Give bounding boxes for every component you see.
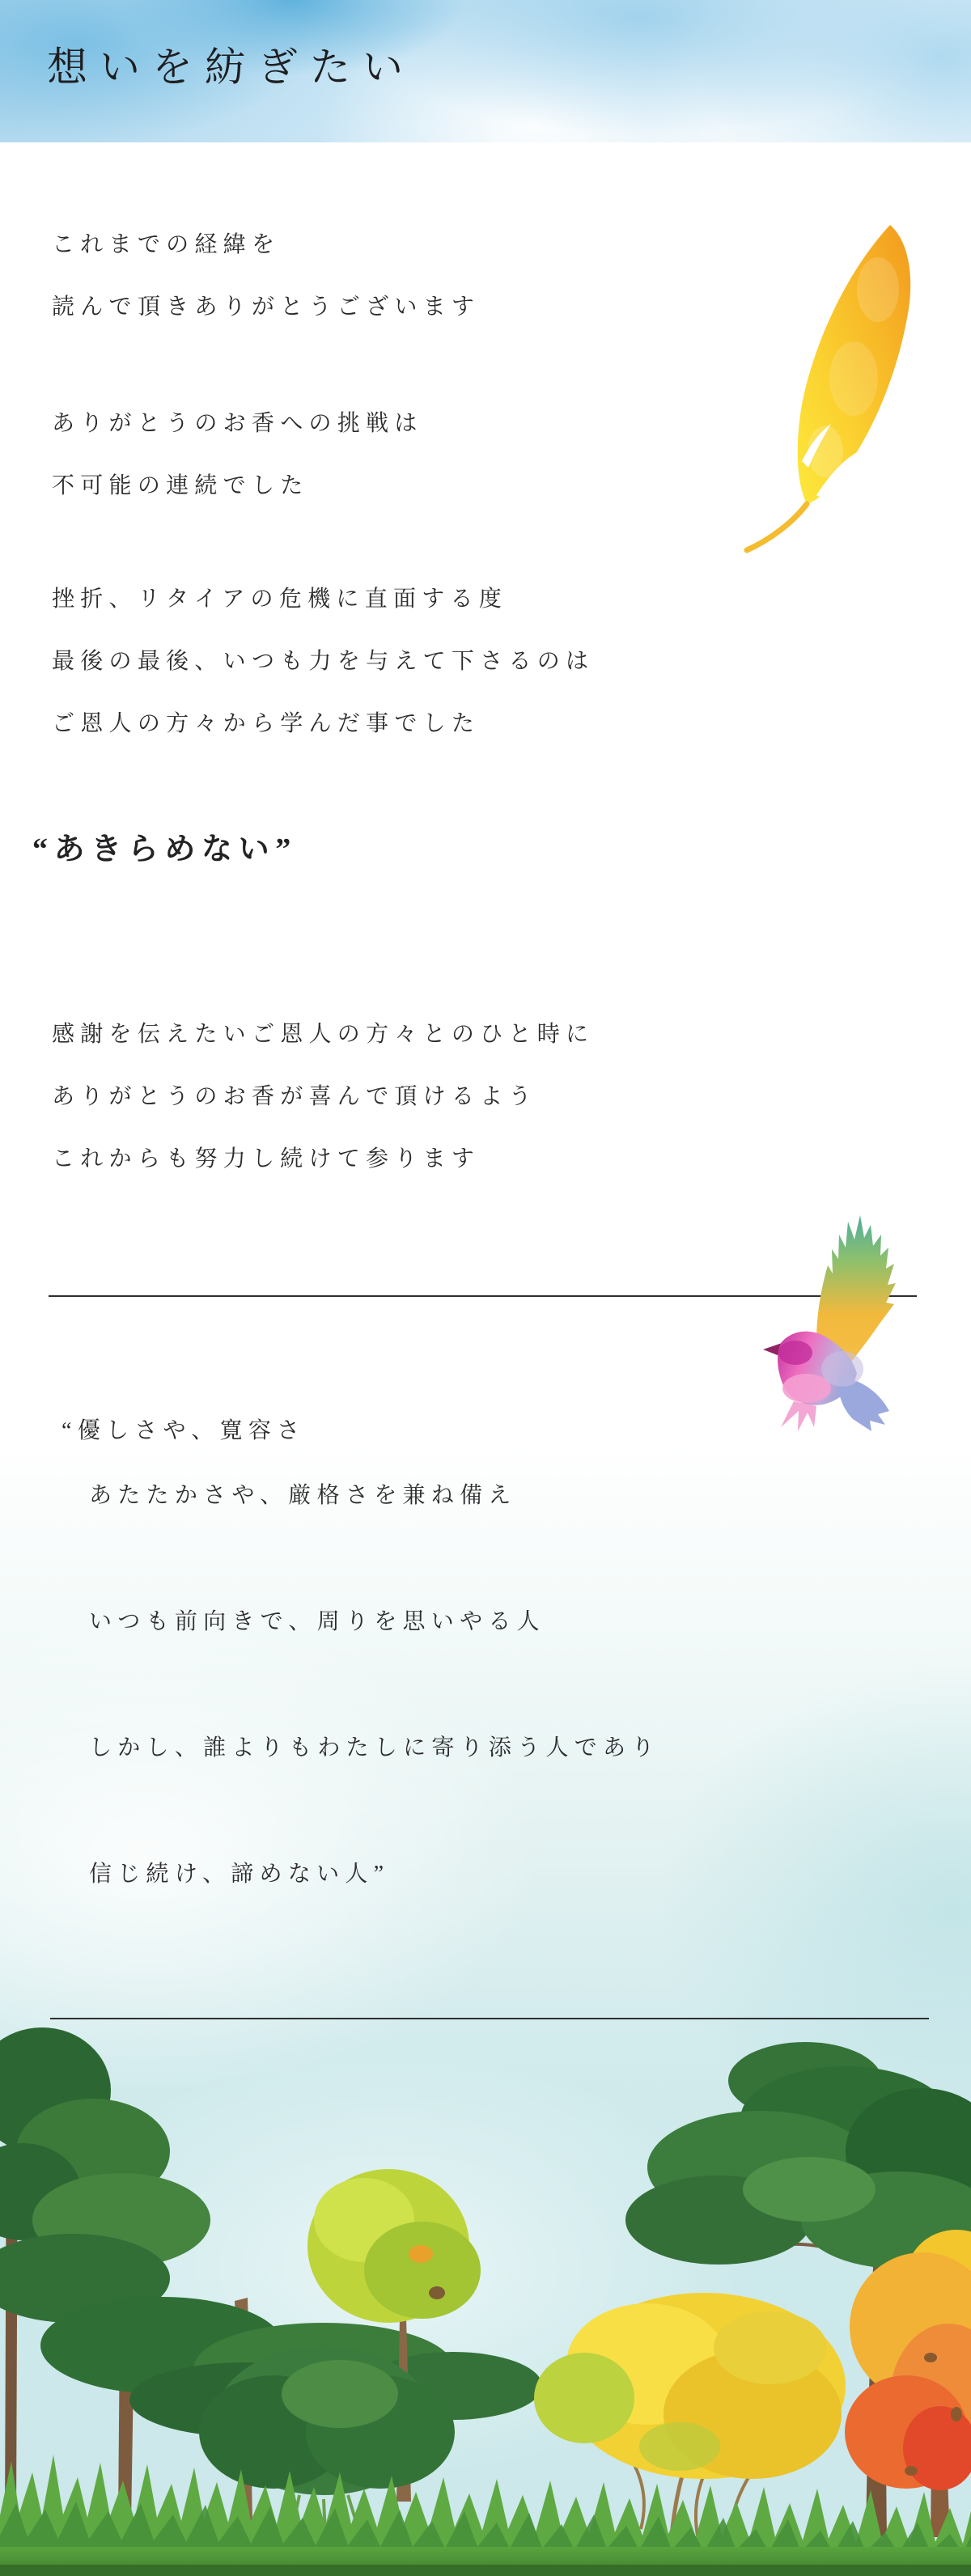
intro-line: 最後の最後、いつも力を与えて下さるのは: [52, 649, 595, 674]
intro-line: 不可能の連続でした: [52, 473, 309, 498]
quote-line-1: “優しさや、寛容さ: [61, 1418, 306, 1443]
feather-illustration: [732, 217, 918, 557]
intro-line: 挫折、リタイアの危機に直面する度: [52, 587, 508, 612]
page-title: 想いを紡ぎたい: [47, 44, 415, 90]
intro-paragraph-3: [52, 568, 594, 755]
quote-line-5: 信じ続け、諦めない人”: [89, 1862, 390, 1887]
intro-paragraph-1: [52, 214, 480, 338]
closing-line: ありがとうのお香が喜んで頂けるよう: [52, 1084, 537, 1109]
intro-line: ご恩人の方々から学んだ事でした: [52, 711, 481, 736]
closing-line: これからも努力し続けて参ります: [52, 1146, 481, 1171]
right-yellow-tree: [534, 2293, 846, 2536]
bird-illustration: [757, 1207, 922, 1434]
header-watercolor-band: [0, 0, 971, 142]
left-dark-tree: [0, 2027, 210, 2524]
quote-line-3: いつも前向きで、周りを思いやる人: [89, 1609, 545, 1634]
grass-strip: [0, 2455, 971, 2576]
intro-line: これまでの経緯を: [52, 232, 281, 257]
intro-paragraph-2: [52, 392, 423, 517]
closing-paragraph: [52, 1003, 594, 1190]
intro-line: 読んで頂きありがとうございます: [52, 294, 481, 320]
right-orange-tree: [845, 2230, 971, 2537]
motto-quote: “あきらめない”: [32, 833, 297, 866]
closing-line: 感謝を伝えたいご恩人の方々とのひと時に: [52, 1022, 595, 1047]
forest-illustration: [0, 1977, 971, 2576]
quote-line-4: しかし、誰よりもわたしに寄り添う人であり: [89, 1735, 660, 1760]
quote-line-2: あたたかさや、厳格さを兼ね備え: [89, 1483, 517, 1508]
intro-line: ありがとうのお香への挑戦は: [52, 411, 423, 436]
